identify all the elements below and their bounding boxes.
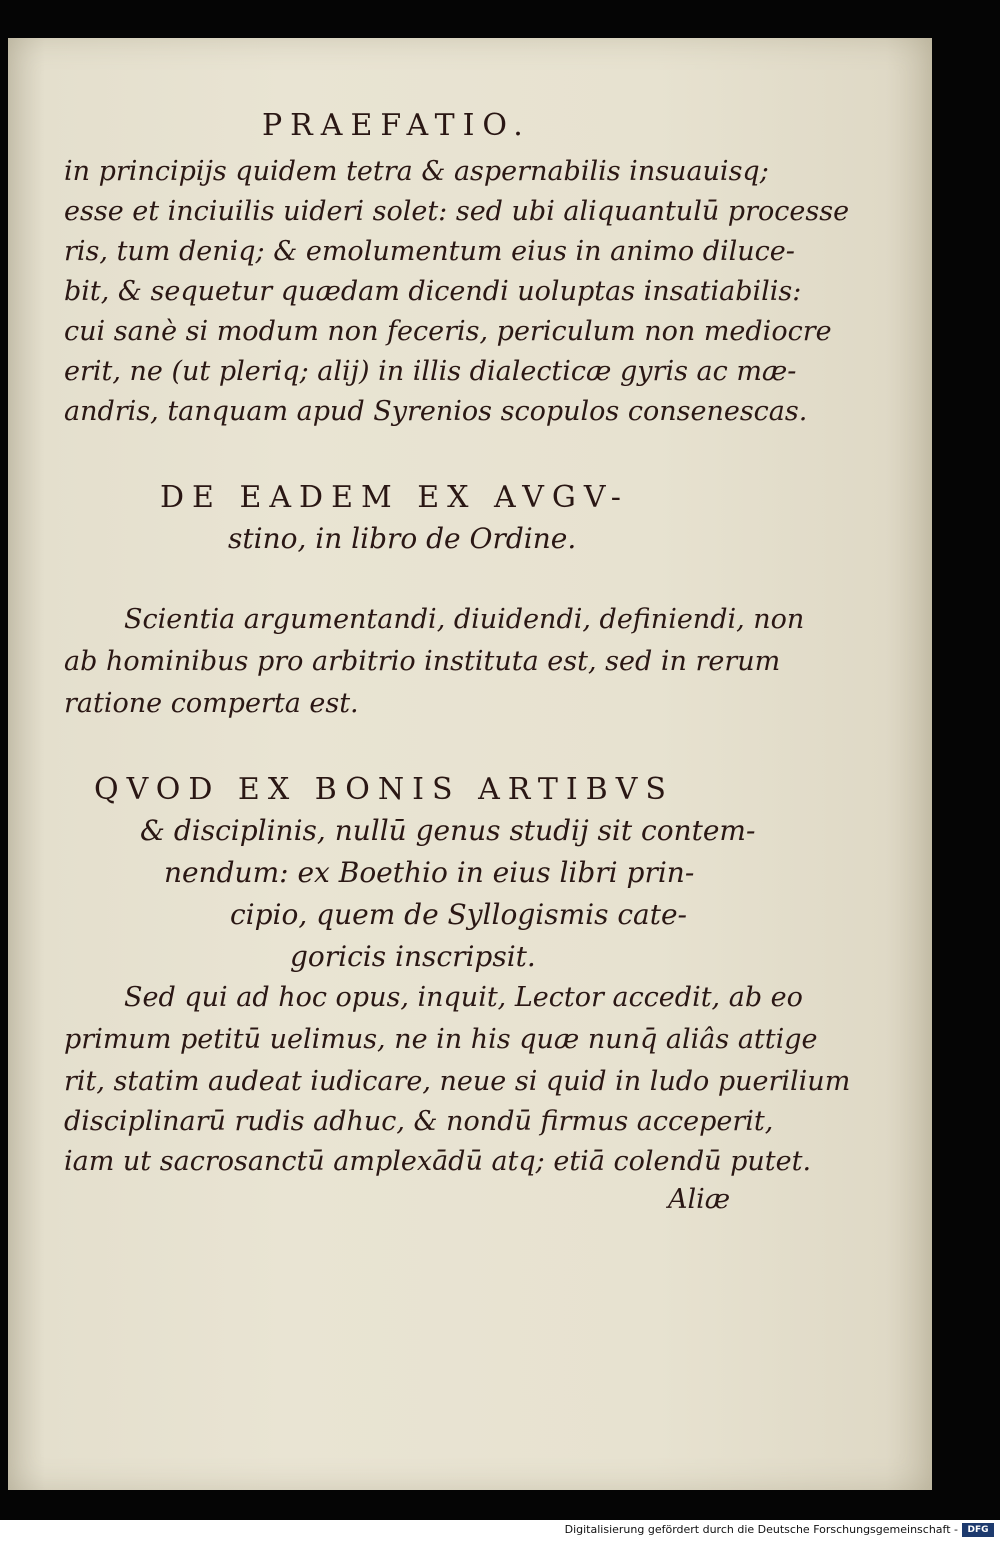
text-line: cui sanè si modum non feceris, periculum non mediocre — [64, 316, 832, 347]
text-line: disciplinarū rudis adhuc, & nondū firmus acceperit, — [64, 1106, 774, 1137]
heading-line: cipio, quem de Syllogismis cate- — [230, 898, 687, 931]
text-line: Sed qui ad hoc opus, inquit, Lector accedit, ab eo — [124, 982, 803, 1013]
text-line: andris, tanquam apud Syrenios scopulos consenescas. — [64, 396, 808, 427]
footer-credit: Digitalisierung gefördert durch die Deutsche Forschungsgemeinschaft - — [564, 1523, 958, 1536]
text-line: bit, & sequetur quædam dicendi uoluptas insatiabilis: — [64, 276, 802, 307]
heading-line: stino, in libro de Ordine. — [228, 522, 577, 555]
text-line: rit, statim audeat iudicare, neue si quid in ludo puerilium — [64, 1066, 851, 1097]
text-line: iam ut sacrosanctū amplexādū atq; etiā colendū putet. — [64, 1146, 812, 1177]
running-head: PRAEFATIO. — [262, 108, 531, 143]
heading-line: nendum: ex Boethio in eius libri prin- — [164, 856, 695, 889]
heading-caps: QVOD EX BONIS ARTIBVS — [94, 772, 674, 807]
dfg-logo-icon: DFG — [962, 1523, 994, 1537]
heading-caps: DE EADEM EX AVGV- — [160, 480, 629, 515]
book-page — [8, 38, 932, 1490]
text-line: ris, tum deniq; & emolumentum eius in animo diluce- — [64, 236, 795, 267]
text-line: Scientia argumentandi, diuidendi, definiendi, non — [124, 604, 805, 635]
text-line: primum petitū uelimus, ne in his quæ nunq̄ aliâs attige — [64, 1024, 818, 1055]
heading-line: & disciplinis, nullū genus studij sit contem- — [140, 814, 756, 847]
heading-line: goricis inscripsit. — [290, 940, 536, 973]
catchword: Aliæ — [668, 1184, 731, 1215]
text-line: ab hominibus pro arbitrio instituta est, sed in rerum — [64, 646, 781, 677]
footer-bar — [0, 1520, 1000, 1541]
text-line: in principijs quidem tetra & aspernabilis insuauisq; — [64, 156, 769, 187]
text-line: ratione comperta est. — [64, 688, 359, 719]
text-line: erit, ne (ut pleriq; alij) in illis dialecticæ gyris ac mæ- — [64, 356, 797, 387]
text-line: esse et inciuilis uideri solet: sed ubi aliquantulū processe — [64, 196, 850, 227]
